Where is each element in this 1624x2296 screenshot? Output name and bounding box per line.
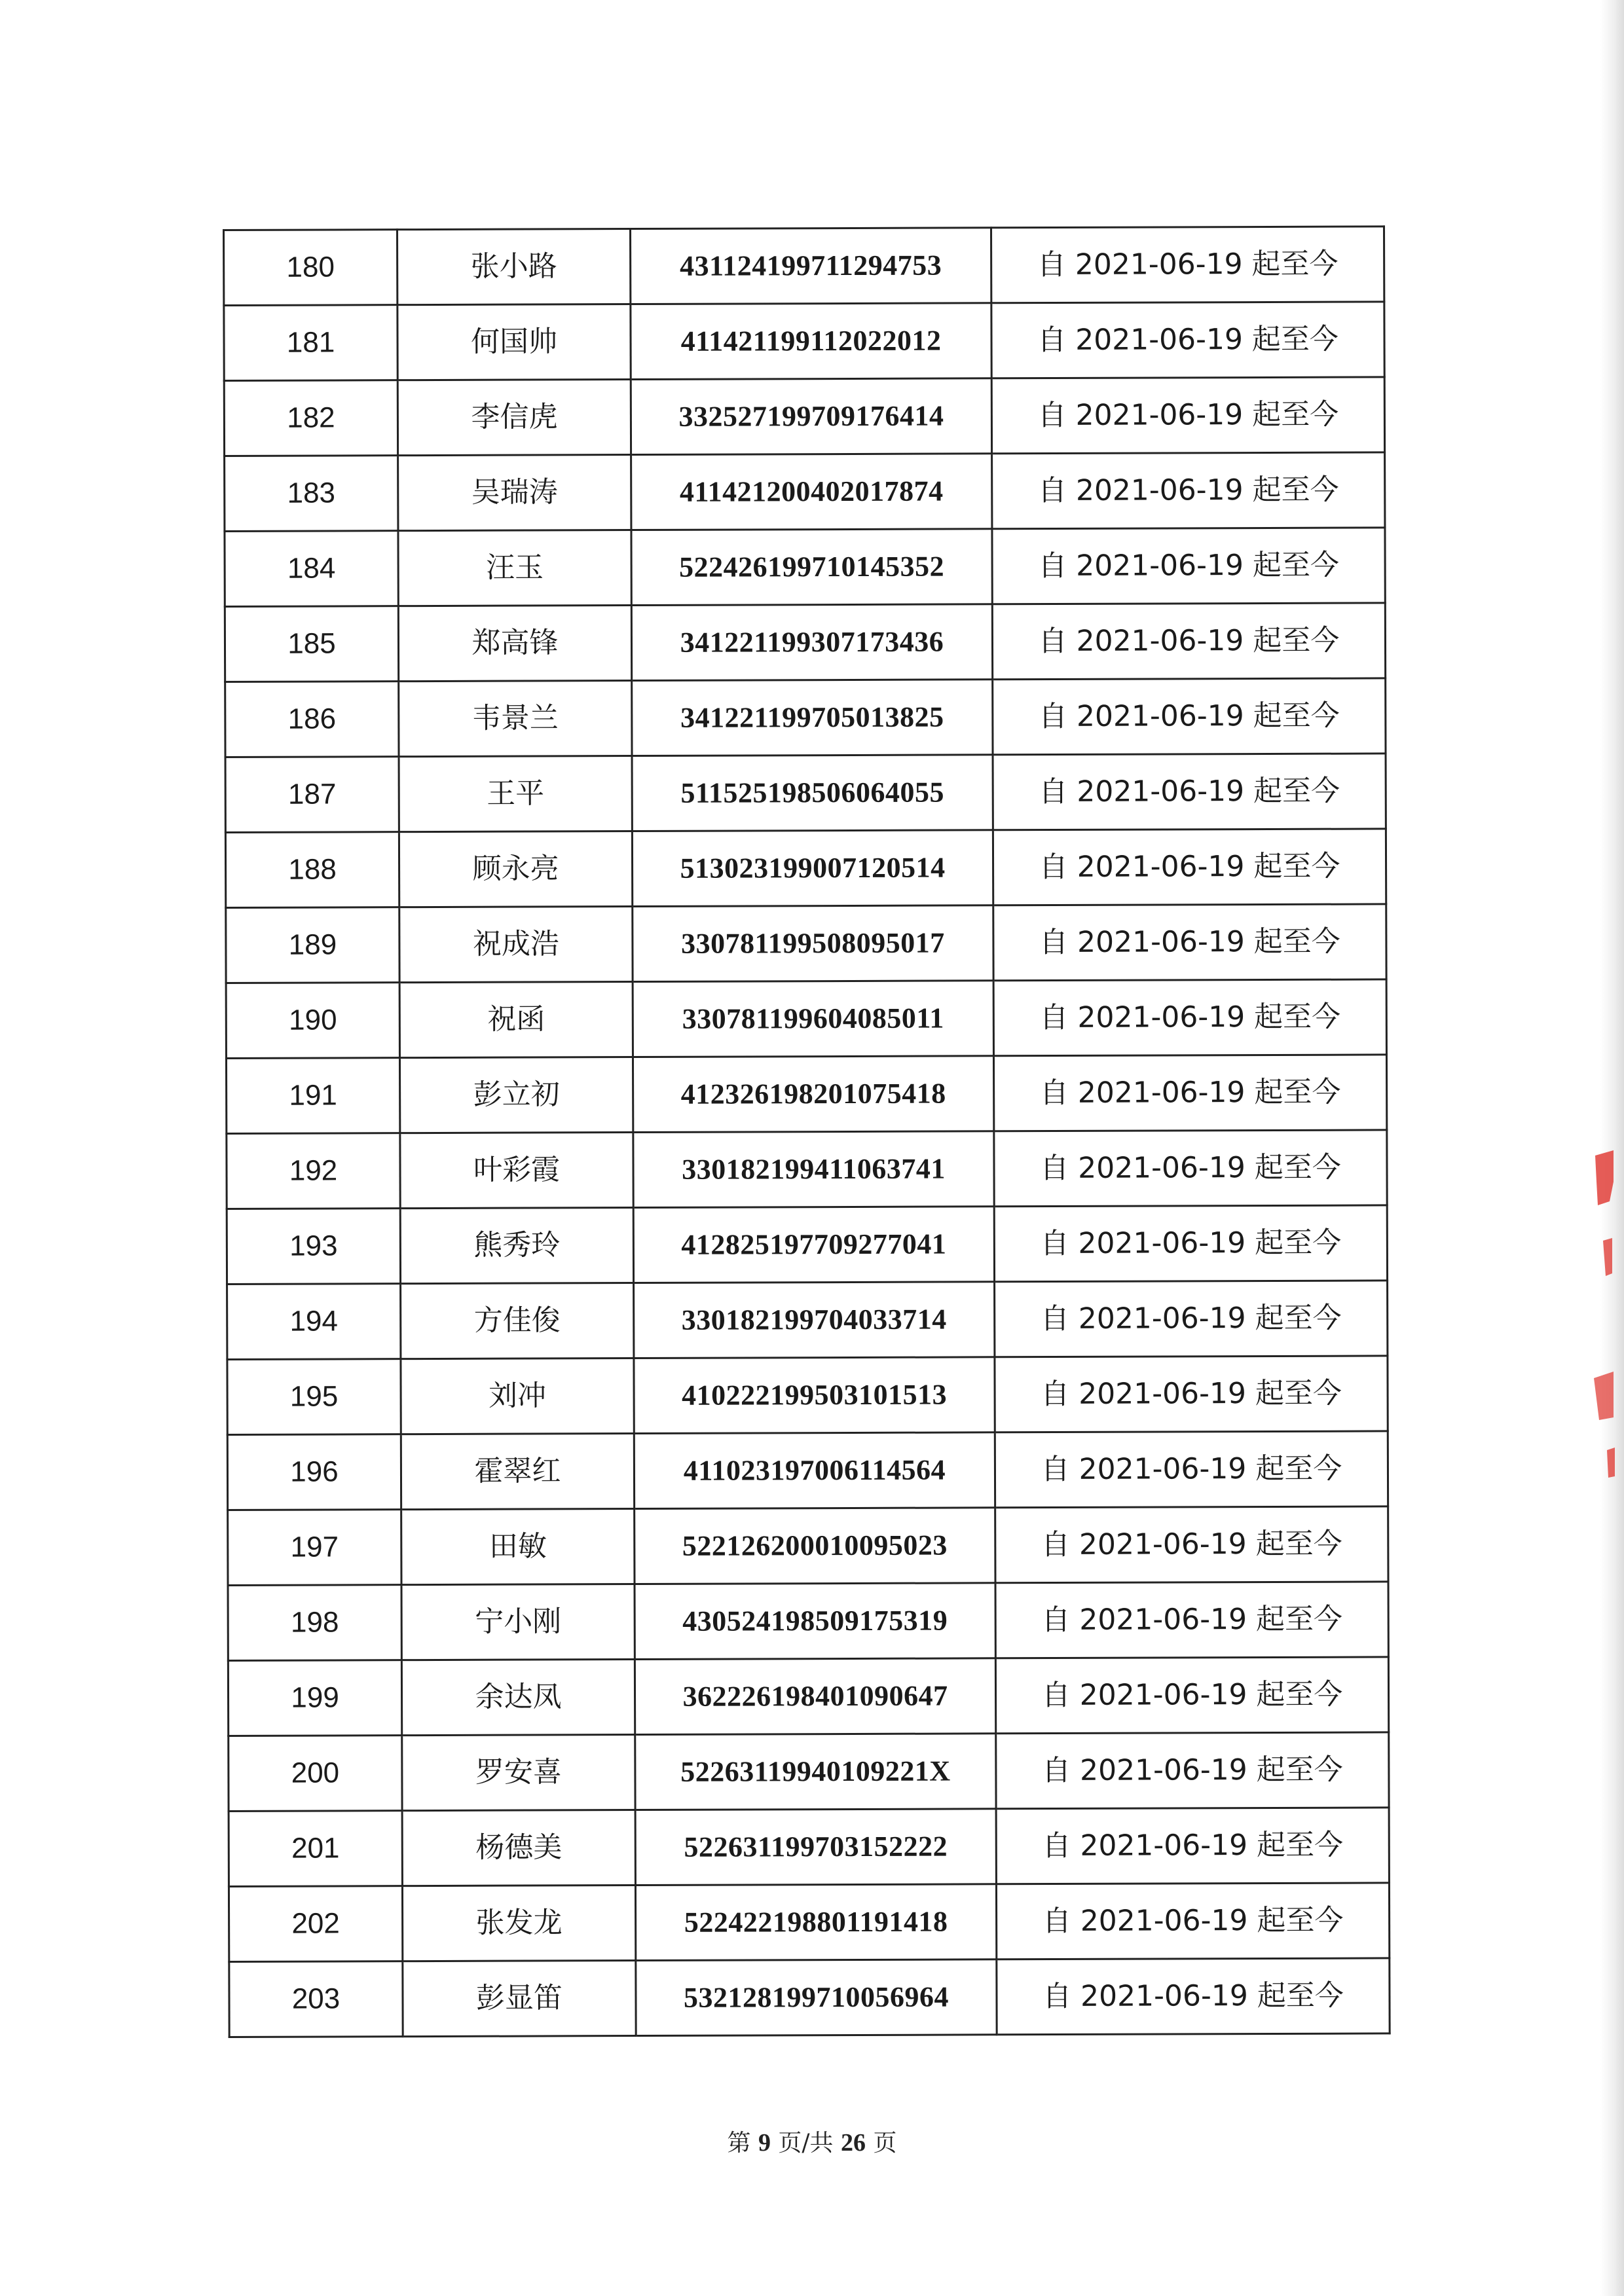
row-number: 200: [229, 1736, 402, 1812]
table-row: [224, 302, 1384, 381]
row-name: 韦景兰: [399, 681, 632, 757]
table-row: [227, 1130, 1387, 1209]
row-number: 199: [228, 1660, 401, 1736]
table-row: [227, 1431, 1388, 1510]
row-name: 叶彩霞: [400, 1133, 633, 1209]
row-name: 余达凤: [401, 1660, 635, 1736]
row-id-number: 532128199710056964: [636, 1959, 997, 2036]
row-id-number: 411421199112022012: [631, 303, 991, 380]
table-row: [225, 678, 1386, 757]
row-name: 汪玉: [398, 530, 631, 606]
row-name: 田敏: [401, 1509, 635, 1585]
footer-current-page: 9: [758, 2129, 771, 2157]
row-period: 自 2021-06-19 起至今: [995, 1356, 1388, 1432]
row-number: 183: [225, 456, 398, 532]
row-name: 霍翠红: [401, 1434, 634, 1510]
row-name: 顾永亮: [399, 831, 632, 907]
row-number: 185: [225, 606, 398, 682]
row-name: 吴瑞涛: [398, 455, 631, 531]
row-id-number: 430524198509175319: [635, 1583, 995, 1660]
row-period: 自 2021-06-19 起至今: [992, 603, 1385, 680]
row-id-number: 522631199703152222: [635, 1809, 996, 1886]
row-period: 自 2021-06-19 起至今: [992, 452, 1385, 529]
table-row: [225, 452, 1385, 532]
row-id-number: 341221199307173436: [631, 604, 992, 681]
table-row: [227, 1356, 1388, 1435]
table-row: [227, 1205, 1387, 1285]
row-name: 罗安喜: [402, 1735, 635, 1811]
row-name: 祝函: [399, 982, 633, 1058]
row-number: 197: [228, 1510, 401, 1586]
row-id-number: 330781199604085011: [633, 981, 993, 1057]
table-row: [227, 1281, 1388, 1360]
row-name: 方佳俊: [401, 1283, 634, 1359]
row-name: 李信虎: [397, 380, 631, 456]
row-name: 刘冲: [401, 1358, 634, 1434]
row-period: 自 2021-06-19 起至今: [995, 1506, 1388, 1583]
row-name: 熊秀玲: [400, 1208, 633, 1284]
row-id-number: 513023199007120514: [632, 830, 993, 907]
red-stamp-fragment: [1583, 1142, 1616, 1483]
row-id-number: 511525198506064055: [632, 755, 993, 831]
table-row: [225, 603, 1385, 682]
row-name: 张发龙: [402, 1886, 635, 1961]
row-id-number: 330182199704033714: [634, 1282, 995, 1358]
row-period: 自 2021-06-19 起至今: [995, 1281, 1388, 1357]
row-id-number: 411023197006114564: [634, 1432, 995, 1509]
row-period: 自 2021-06-19 起至今: [993, 904, 1386, 981]
table-row: [226, 904, 1386, 983]
row-name: 王平: [399, 756, 632, 832]
row-number: 189: [226, 907, 399, 983]
row-name: 宁小刚: [401, 1584, 635, 1660]
roster-table-wrap: [223, 225, 1381, 2038]
row-number: 193: [227, 1209, 400, 1285]
row-name: 郑高锋: [398, 606, 631, 682]
row-name: 彭显笛: [403, 1961, 636, 2037]
row-period: 自 2021-06-19 起至今: [991, 227, 1384, 303]
row-period: 自 2021-06-19 起至今: [997, 1958, 1390, 2035]
footer-prefix: 第: [727, 2130, 751, 2157]
table-row: [226, 979, 1386, 1059]
row-name: 何国帅: [397, 304, 631, 380]
row-id-number: 522126200010095023: [635, 1508, 995, 1584]
roster-table: [223, 225, 1391, 2038]
table-row: [229, 1883, 1389, 1962]
row-number: 198: [228, 1585, 401, 1661]
table-row: [229, 1808, 1389, 1887]
row-number: 190: [226, 983, 399, 1059]
row-number: 195: [227, 1359, 401, 1435]
row-number: 191: [226, 1058, 399, 1134]
row-id-number: 412825197709277041: [633, 1207, 994, 1283]
row-period: 自 2021-06-19 起至今: [993, 754, 1386, 830]
row-period: 自 2021-06-19 起至今: [993, 678, 1386, 755]
row-number: 201: [229, 1811, 402, 1887]
row-id-number: 411421200402017874: [631, 454, 992, 530]
row-period: 自 2021-06-19 起至今: [995, 1582, 1388, 1658]
row-number: 194: [227, 1284, 401, 1360]
row-id-number: 330182199411063741: [633, 1131, 994, 1208]
row-period: 自 2021-06-19 起至今: [994, 1130, 1387, 1207]
row-id-number: 522426199710145352: [631, 529, 992, 606]
row-period: 自 2021-06-19 起至今: [993, 1055, 1386, 1131]
row-period: 自 2021-06-19 起至今: [992, 528, 1385, 604]
row-period: 自 2021-06-19 起至今: [991, 377, 1384, 454]
table-row: [225, 754, 1386, 833]
row-number: 196: [227, 1434, 401, 1510]
row-number: 186: [225, 682, 399, 757]
row-id-number: 332527199709176414: [631, 378, 991, 455]
row-number: 203: [229, 1961, 403, 2037]
row-period: 自 2021-06-19 起至今: [995, 1657, 1388, 1734]
footer-middle: 页/共: [778, 2130, 834, 2157]
row-period: 自 2021-06-19 起至今: [994, 1205, 1387, 1282]
table-row: [224, 227, 1384, 306]
row-id-number: 522422198801191418: [635, 1884, 996, 1961]
table-row: [229, 1732, 1389, 1812]
row-id-number: 52263119940109221X: [635, 1734, 996, 1810]
row-name: 彭立初: [399, 1057, 633, 1133]
table-row: [225, 829, 1386, 908]
row-name: 张小路: [397, 229, 631, 305]
row-period: 自 2021-06-19 起至今: [993, 979, 1386, 1056]
row-period: 自 2021-06-19 起至今: [996, 1883, 1389, 1959]
row-name: 杨德美: [402, 1810, 635, 1886]
table-row: [226, 1055, 1386, 1134]
table-row: [228, 1506, 1388, 1586]
row-number: 192: [227, 1133, 400, 1209]
row-number: 180: [224, 230, 397, 306]
row-number: 202: [229, 1886, 402, 1962]
footer-suffix: 页: [873, 2130, 897, 2157]
table-row: [228, 1582, 1388, 1661]
row-period: 自 2021-06-19 起至今: [991, 302, 1384, 378]
roster-table-body: [224, 227, 1390, 2037]
row-id-number: 330781199508095017: [633, 905, 993, 982]
row-number: 184: [225, 531, 398, 607]
row-id-number: 341221199705013825: [632, 680, 993, 756]
row-id-number: 431124199711294753: [631, 228, 991, 304]
row-name: 祝成浩: [399, 907, 633, 983]
table-row: [225, 528, 1385, 607]
row-number: 182: [224, 380, 397, 456]
footer-total-pages: 26: [841, 2129, 866, 2157]
row-number: 188: [225, 832, 399, 908]
row-period: 自 2021-06-19 起至今: [993, 829, 1386, 905]
row-id-number: 410222199503101513: [634, 1357, 995, 1434]
row-period: 自 2021-06-19 起至今: [996, 1732, 1389, 1809]
row-id-number: 362226198401090647: [635, 1658, 995, 1735]
page-footer: [0, 2124, 1624, 2158]
table-row: [228, 1657, 1388, 1736]
row-id-number: 412326198201075418: [633, 1056, 993, 1133]
table-row: [229, 1958, 1390, 2037]
row-period: 自 2021-06-19 起至今: [996, 1808, 1389, 1884]
row-period: 自 2021-06-19 起至今: [995, 1431, 1388, 1508]
table-row: [224, 377, 1384, 456]
row-number: 181: [224, 305, 397, 381]
row-number: 187: [225, 757, 399, 833]
